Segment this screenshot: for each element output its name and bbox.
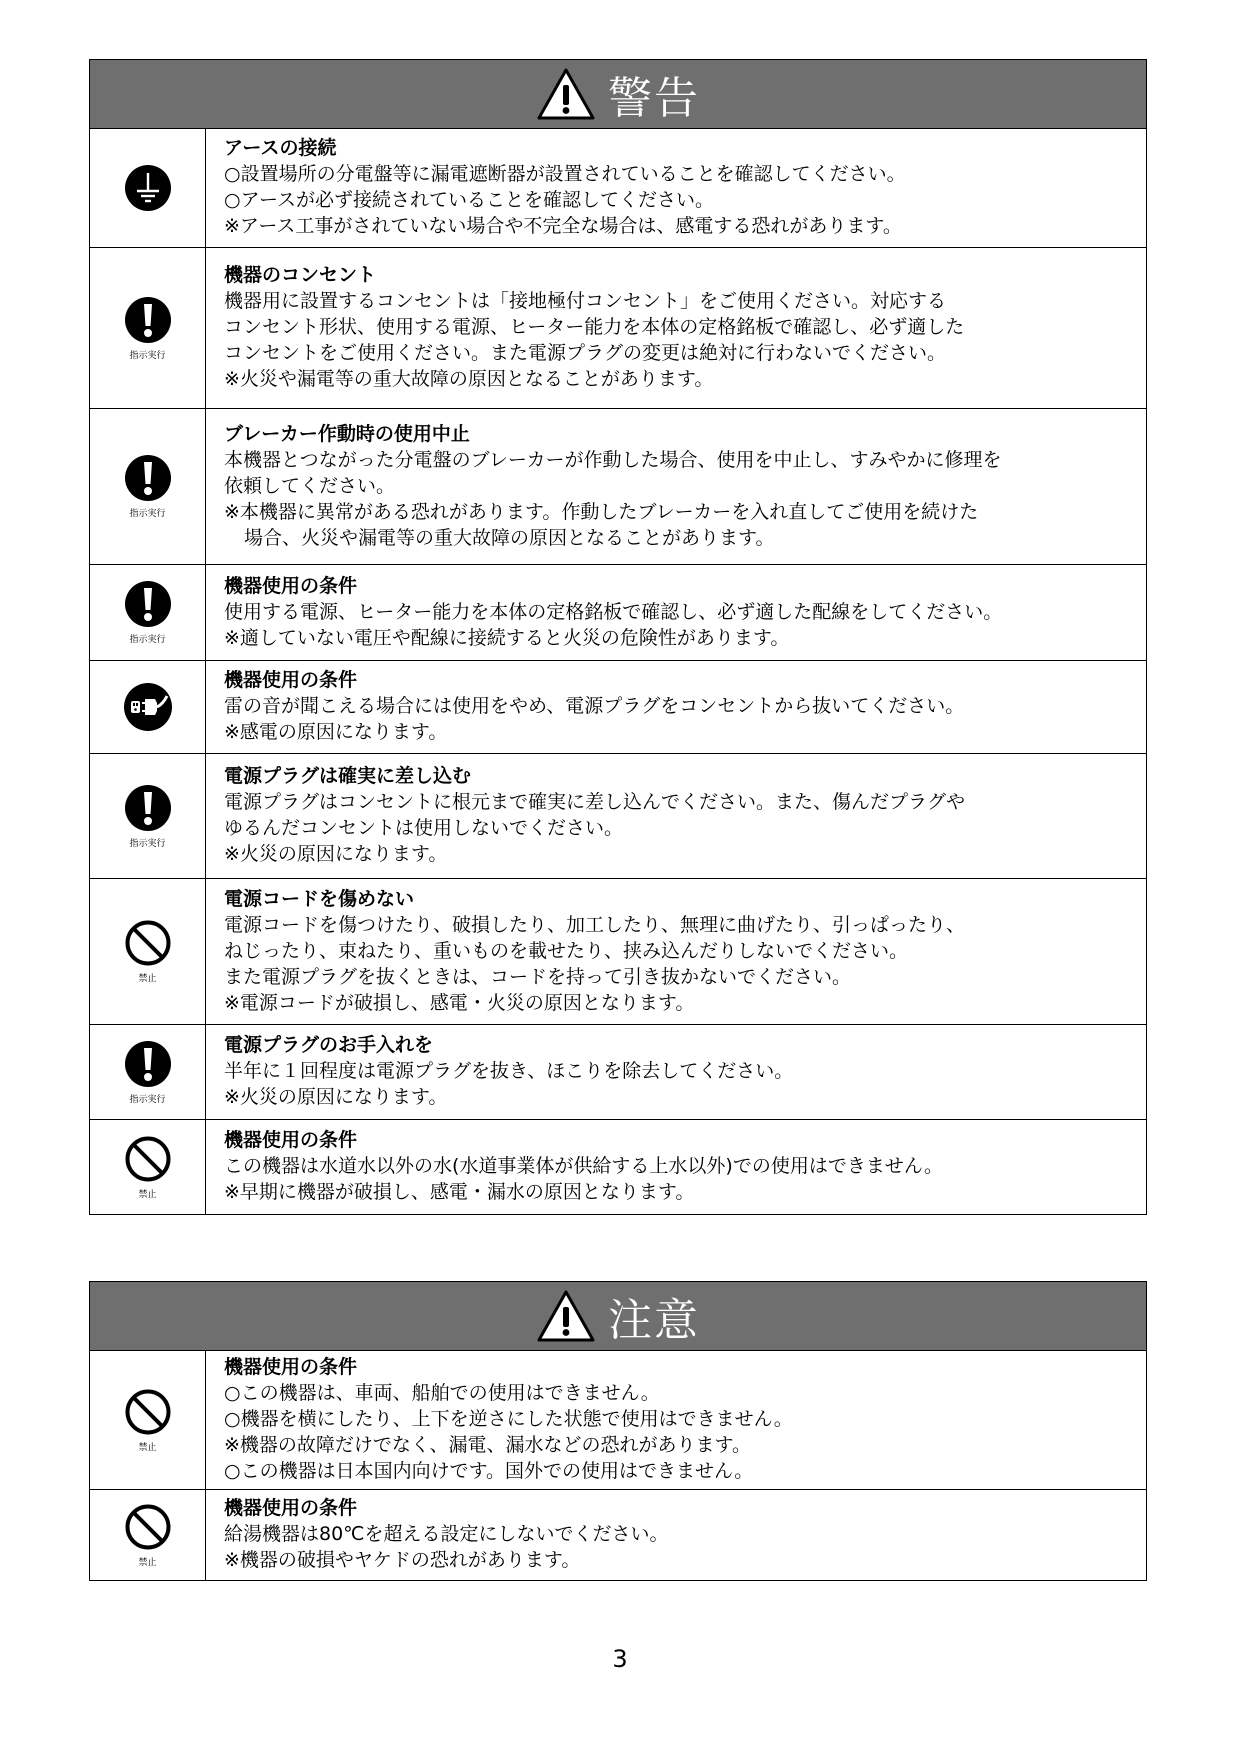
text-cell bbox=[206, 1120, 1146, 1214]
row-title: 電源プラグのお手入れを bbox=[224, 1034, 434, 1056]
icon-label: 指示実行 bbox=[129, 509, 166, 519]
instruction-icon bbox=[124, 1040, 172, 1088]
text-line: ※電源コードが破損し、感電・火災の原因となります。 bbox=[224, 991, 695, 1014]
icon-cell bbox=[90, 565, 206, 660]
row-title: 機器使用の条件 bbox=[224, 1129, 358, 1151]
row-title: 機器使用の条件 bbox=[224, 669, 358, 691]
warning-row bbox=[90, 754, 1146, 879]
caution-row bbox=[90, 1351, 1146, 1490]
text-line: ○この機器は日本国内向けです。国外での使用はできません。 bbox=[224, 1460, 754, 1482]
row-title: 機器のコンセント bbox=[224, 264, 377, 286]
icon-cell bbox=[90, 754, 206, 878]
text-cell bbox=[206, 565, 1146, 660]
text-line: ○機器を横にしたり、上下を逆さにした状態で使用はできません。 bbox=[224, 1408, 793, 1430]
text-line: ※機器の故障だけでなく、漏電、漏水などの恐れがあります。 bbox=[224, 1434, 752, 1456]
icon-cell bbox=[90, 409, 206, 564]
row-title: 機器使用の条件 bbox=[224, 1497, 358, 1519]
prohibited-icon bbox=[124, 1388, 172, 1436]
text-line: コンセントをご使用ください。また電源プラグの変更は絶対に行わないでください。 bbox=[224, 342, 947, 364]
text-cell bbox=[206, 1490, 1146, 1580]
warning-header bbox=[90, 60, 1146, 129]
warning-row bbox=[90, 565, 1146, 661]
text-line: この機器は水道水以外の水(水道事業体が供給する上水以外)での使用はできません。 bbox=[224, 1155, 943, 1177]
text-line: ※火災や漏電等の重大故障の原因となることがあります。 bbox=[224, 368, 714, 390]
text-line: ※機器の破損やヤケドの恐れがあります。 bbox=[224, 1549, 581, 1571]
text-line: 場合、火災や漏電等の重大故障の原因となることがあります。 bbox=[244, 526, 775, 549]
text-line: 給湯機器は80℃を超える設定にしないでください。 bbox=[224, 1523, 669, 1545]
warning-panel bbox=[89, 59, 1147, 1215]
text-line: ※感電の原因になります。 bbox=[224, 721, 448, 743]
icon-label: 禁止 bbox=[138, 1442, 157, 1453]
text-line: 機器用に設置するコンセントは「接地極付コンセント」をご使用ください。対応する bbox=[224, 290, 947, 312]
prohibited-icon bbox=[124, 1503, 172, 1551]
text-cell bbox=[206, 248, 1146, 408]
caution-panel bbox=[89, 1281, 1147, 1581]
text-line: コンセント形状、使用する電源、ヒーター能力を本体の定格銘板で確認し、必ず適した bbox=[224, 316, 965, 338]
text-line: ※適していない電圧や配線に接続すると火災の危険性があります。 bbox=[224, 626, 790, 649]
warning-title: 警告 bbox=[608, 73, 700, 124]
row-title: 電源コードを傷めない bbox=[224, 887, 415, 910]
text-line: 電源プラグはコンセントに根元まで確実に差し込んでください。また、傷んだプラグや bbox=[224, 791, 966, 813]
text-line: 依頼してください。 bbox=[224, 474, 396, 497]
instruction-icon bbox=[124, 580, 172, 628]
row-title: ブレーカー作動時の使用中止 bbox=[224, 422, 470, 445]
text-line: 使用する電源、ヒーター能力を本体の定格銘板で確認し、必ず適した配線をしてください。 bbox=[224, 600, 1003, 623]
caution-header bbox=[90, 1282, 1146, 1351]
text-line: ※早期に機器が破損し、感電・漏水の原因となります。 bbox=[224, 1181, 695, 1203]
row-title: 機器使用の条件 bbox=[224, 1356, 358, 1378]
instruction-icon bbox=[124, 784, 172, 832]
warning-row bbox=[90, 409, 1146, 565]
text-cell bbox=[206, 1025, 1146, 1119]
text-line: 半年に１回程度は電源プラグを抜き、ほこりを除去してください。 bbox=[224, 1060, 794, 1082]
text-cell bbox=[206, 1351, 1146, 1489]
text-line: 雷の音が聞こえる場合には使用をやめ、電源プラグをコンセントから抜いてください。 bbox=[224, 695, 965, 717]
icon-cell bbox=[90, 1120, 206, 1214]
row-title: 機器使用の条件 bbox=[224, 574, 358, 597]
row-title: 電源プラグは確実に差し込む bbox=[224, 765, 472, 787]
icon-cell bbox=[90, 1351, 206, 1489]
caution-title: 注意 bbox=[608, 1295, 700, 1346]
text-line: ※火災の原因になります。 bbox=[224, 1086, 448, 1108]
text-line: ※火災の原因になります。 bbox=[224, 843, 448, 865]
text-line: ※本機器に異常がある恐れがあります。作動したブレーカーを入れ直してご使用を続けた bbox=[224, 500, 979, 523]
warning-row bbox=[90, 661, 1146, 754]
instruction-icon bbox=[124, 296, 172, 344]
unplug-icon bbox=[123, 682, 173, 732]
warning-row bbox=[90, 1025, 1146, 1120]
warning-row bbox=[90, 879, 1146, 1025]
warning-triangle-icon bbox=[536, 1289, 596, 1343]
icon-label: 禁止 bbox=[138, 1189, 157, 1200]
icon-label: 禁止 bbox=[138, 1557, 157, 1568]
text-line: また電源プラグを抜くときは、コードを持って引き抜かないでください。 bbox=[224, 965, 852, 988]
icon-cell bbox=[90, 661, 206, 753]
warning-row bbox=[90, 248, 1146, 409]
text-line: ○アースが必ず接続されていることを確認してください。 bbox=[224, 189, 715, 211]
icon-label: 禁止 bbox=[138, 974, 157, 984]
text-cell bbox=[206, 754, 1146, 878]
text-line: 電源コードを傷つけたり、破損したり、加工したり、無理に曲げたり、引っぱったり、 bbox=[224, 913, 966, 936]
icon-label: 指示実行 bbox=[129, 838, 166, 849]
caution-row bbox=[90, 1490, 1146, 1580]
warning-row bbox=[90, 129, 1146, 248]
page-number: 3 bbox=[612, 1645, 628, 1673]
text-cell bbox=[206, 129, 1146, 247]
icon-label: 指示実行 bbox=[129, 635, 166, 645]
prohibited-icon bbox=[124, 1135, 172, 1183]
text-line: ゆるんだコンセントは使用しないでください。 bbox=[224, 817, 624, 839]
icon-cell bbox=[90, 248, 206, 408]
ground-icon bbox=[124, 164, 172, 212]
text-cell bbox=[206, 879, 1146, 1024]
warning-row bbox=[90, 1120, 1146, 1214]
icon-label: 指示実行 bbox=[129, 1094, 166, 1105]
icon-label: 指示実行 bbox=[129, 350, 166, 361]
text-line: ねじったり、束ねたり、重いものを載せたり、挟み込んだりしないでください。 bbox=[224, 939, 909, 962]
icon-cell bbox=[90, 1490, 206, 1580]
warning-triangle-icon bbox=[536, 67, 596, 121]
row-title: アースの接続 bbox=[224, 137, 337, 159]
text-cell bbox=[206, 409, 1146, 564]
text-line: 本機器とつながった分電盤のブレーカーが作動した場合、使用を中止し、すみやかに修理を bbox=[224, 448, 1002, 471]
text-line: ○設置場所の分電盤等に漏電遮断器が設置されていることを確認してください。 bbox=[224, 163, 906, 185]
instruction-icon bbox=[124, 454, 172, 502]
icon-cell bbox=[90, 1025, 206, 1119]
text-cell bbox=[206, 661, 1146, 753]
text-line: ※アース工事がされていない場合や不完全な場合は、感電する恐れがあります。 bbox=[224, 215, 902, 237]
prohibited-icon bbox=[124, 919, 172, 967]
text-line: ○この機器は、車両、船舶での使用はできません。 bbox=[224, 1382, 660, 1404]
icon-cell bbox=[90, 879, 206, 1024]
icon-cell bbox=[90, 129, 206, 247]
